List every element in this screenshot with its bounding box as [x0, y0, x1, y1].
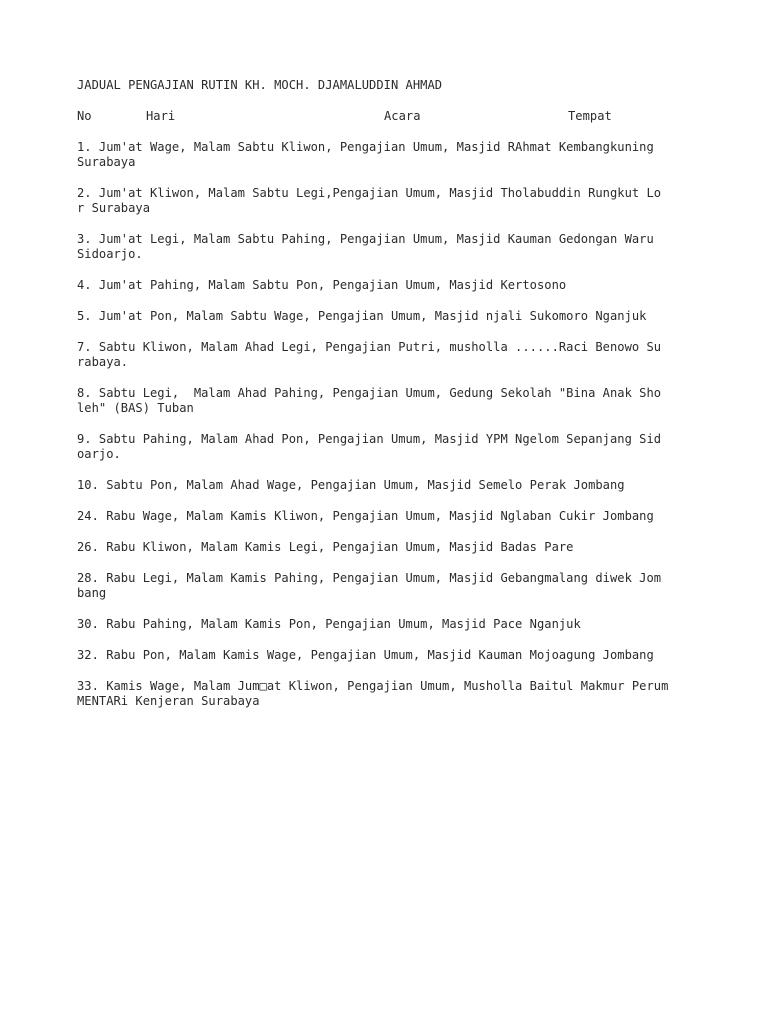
schedule-entry-line: 8. Sabtu Legi, Malam Ahad Pahing, Pengajian Umum, Gedung Sekolah "Bina Anak Sho [77, 386, 662, 400]
schedule-entry-line: 1. Jum'at Wage, Malam Sabtu Kliwon, Pengajian Umum, Masjid RAhmat Kembangkuning [77, 140, 654, 154]
schedule-entry-line: 30. Rabu Pahing, Malam Kamis Pon, Pengajian Umum, Masjid Pace Nganjuk [77, 617, 581, 631]
schedule-entry [77, 278, 717, 293]
schedule-entry-line: r Surabaya [77, 201, 151, 215]
schedule-entry [77, 679, 717, 709]
schedule-entry [77, 509, 717, 524]
header-tempat: Tempat [568, 109, 612, 123]
schedule-entry-line: 5. Jum'at Pon, Malam Sabtu Wage, Pengajian Umum, Masjid njali Sukomoro Nganjuk [77, 309, 647, 323]
schedule-entry-line: 28. Rabu Legi, Malam Kamis Pahing, Pengajian Umum, Masjid Gebangmalang diwek Jom [77, 571, 662, 585]
schedule-entry-line: 2. Jum'at Kliwon, Malam Sabtu Legi,Pengajian Umum, Masjid Tholabuddin Rungkut Lo [77, 186, 662, 200]
schedule-entry [77, 432, 717, 462]
schedule-entry [77, 340, 717, 370]
schedule-entry [77, 309, 717, 324]
header-no: No [77, 109, 92, 123]
schedule-entry-line: 33. Kamis Wage, Malam Jum□at Kliwon, Pengajian Umum, Musholla Baitul Makmur Perum [77, 679, 669, 693]
schedule-entry-line: leh" (BAS) Tuban [77, 401, 194, 415]
table-header [77, 109, 717, 124]
schedule-entry-line: 10. Sabtu Pon, Malam Ahad Wage, Pengajian Umum, Masjid Semelo Perak Jombang [77, 478, 625, 492]
schedule-entry [77, 540, 717, 555]
schedule-entry-line: bang [77, 586, 107, 600]
schedule-entry-line: Sidoarjo. [77, 247, 143, 261]
schedule-entry-line: Surabaya [77, 155, 136, 169]
schedule-entry-line: 7. Sabtu Kliwon, Malam Ahad Legi, Pengajian Putri, musholla ......Raci Benowo Su [77, 340, 662, 354]
schedule-entry [77, 478, 717, 493]
schedule-list [77, 140, 717, 709]
schedule-entry-line: 24. Rabu Wage, Malam Kamis Kliwon, Pengajian Umum, Masjid Nglaban Cukir Jombang [77, 509, 654, 523]
schedule-entry-line: 3. Jum'at Legi, Malam Sabtu Pahing, Pengajian Umum, Masjid Kauman Gedongan Waru [77, 232, 654, 246]
schedule-entry [77, 617, 717, 632]
schedule-entry [77, 186, 717, 216]
schedule-entry-line: 9. Sabtu Pahing, Malam Ahad Pon, Pengajian Umum, Masjid YPM Ngelom Sepanjang Sid [77, 432, 662, 446]
schedule-entry-line: 4. Jum'at Pahing, Malam Sabtu Pon, Pengajian Umum, Masjid Kertosono [77, 278, 567, 292]
document-body [77, 78, 717, 725]
schedule-entry-line: 32. Rabu Pon, Malam Kamis Wage, Pengajian Umum, Masjid Kauman Mojoagung Jombang [77, 648, 654, 662]
schedule-entry-line: 26. Rabu Kliwon, Malam Kamis Legi, Pengajian Umum, Masjid Badas Pare [77, 540, 574, 554]
document-title: JADUAL PENGAJIAN RUTIN KH. MOCH. DJAMALUDDIN AHMAD [77, 78, 443, 92]
schedule-entry-line: oarjo. [77, 447, 121, 461]
schedule-entry [77, 571, 717, 601]
schedule-entry [77, 648, 717, 663]
schedule-entry [77, 140, 717, 170]
header-acara: Acara [384, 109, 421, 123]
header-hari: Hari [146, 109, 176, 123]
schedule-entry [77, 232, 717, 262]
schedule-entry [77, 386, 717, 416]
schedule-entry-line: rabaya. [77, 355, 129, 369]
schedule-entry-line: MENTARi Kenjeran Surabaya [77, 694, 260, 708]
